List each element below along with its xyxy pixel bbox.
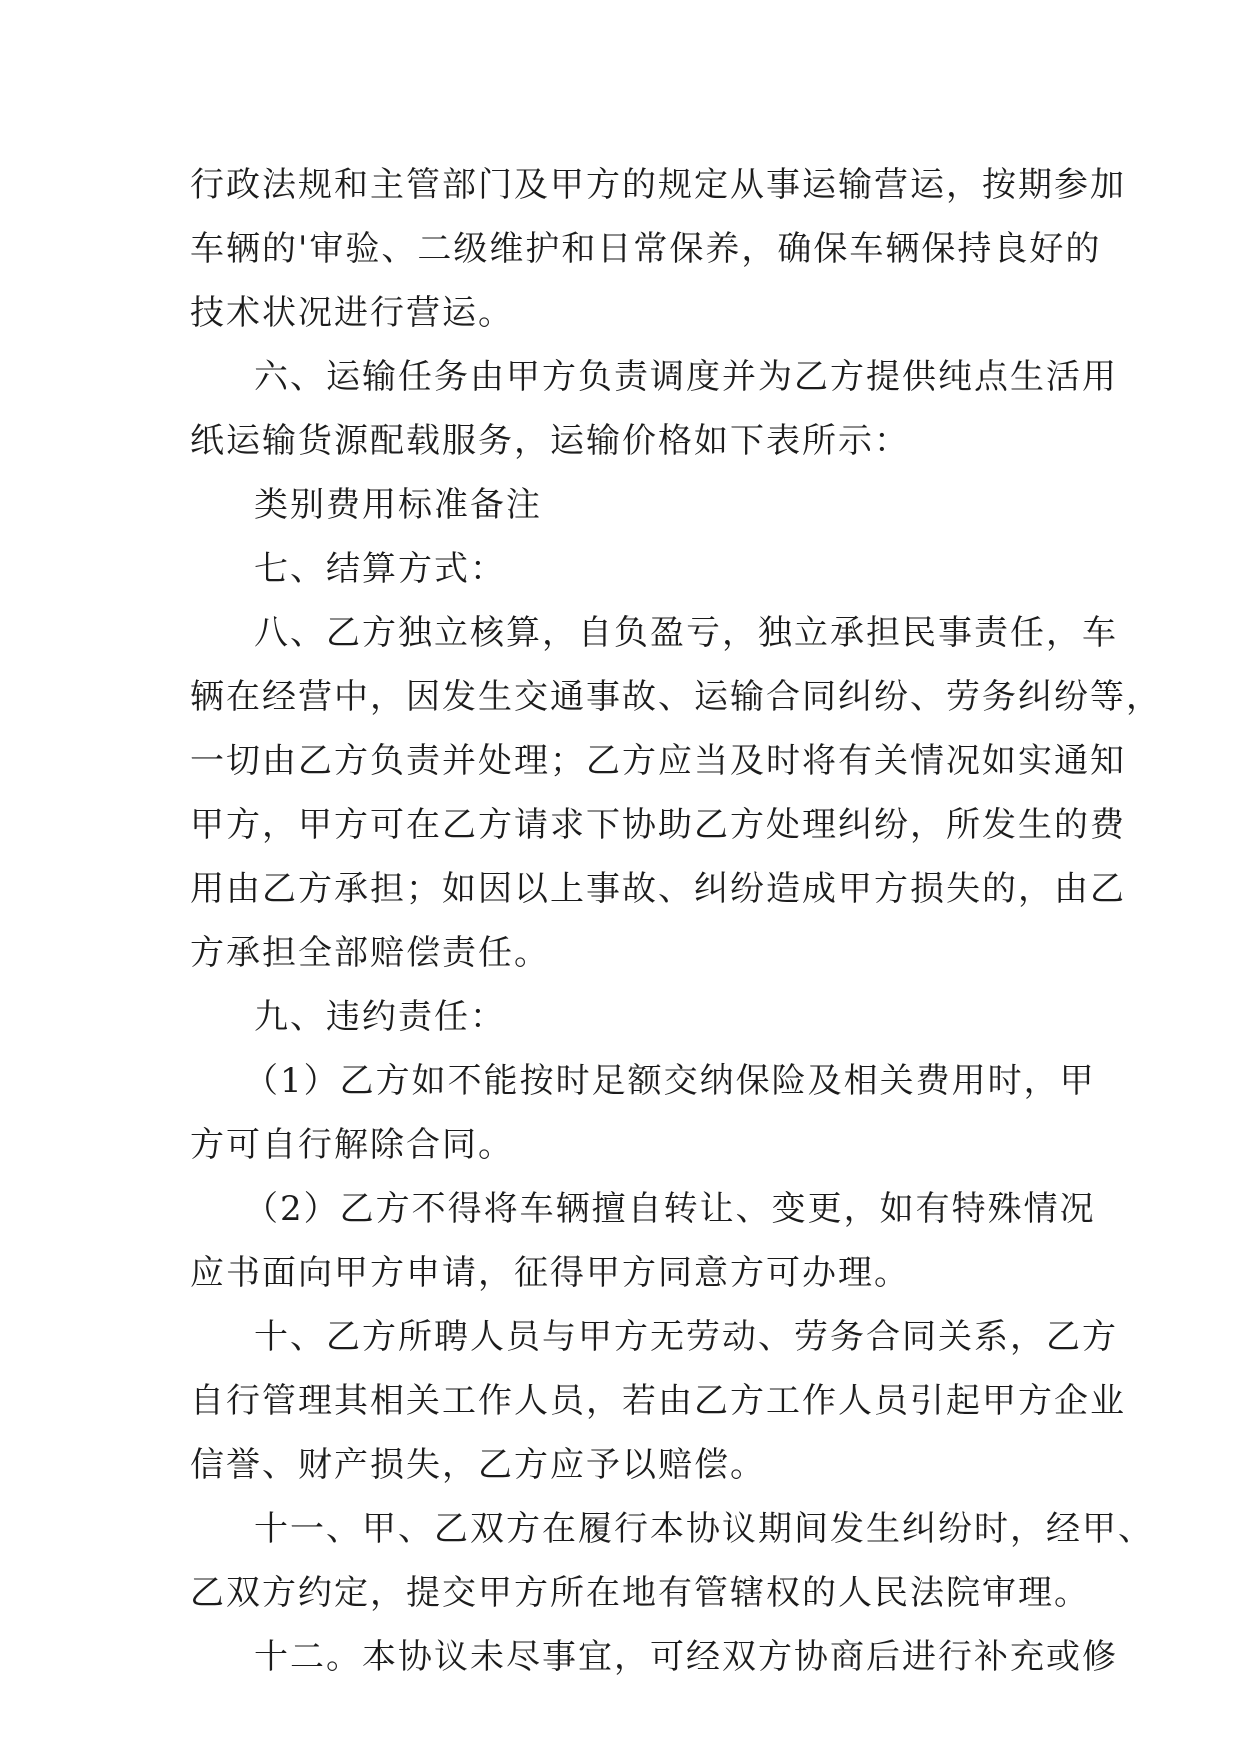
text-line: （2）乙方不得将车辆擅自转让、变更，如有特殊情况 bbox=[244, 1189, 1096, 1229]
text-line: 十一、甲、乙双方在履行本协议期间发生纠纷时，经甲、 bbox=[254, 1509, 1154, 1549]
text-line: 十二。本协议未尽事宜，可经双方协商后进行补充或修 bbox=[254, 1637, 1118, 1677]
text-line: 九、违约责任： bbox=[254, 997, 506, 1037]
text-line: 纸运输货源配载服务，运输价格如下表所示： bbox=[190, 421, 910, 461]
text-line: 信誉、财产损失，乙方应予以赔偿。 bbox=[190, 1445, 766, 1485]
text-line: 六、运输任务由甲方负责调度并为乙方提供纯点生活用 bbox=[254, 357, 1118, 397]
text-line: 一切由乙方负责并处理；乙方应当及时将有关情况如实通知 bbox=[190, 741, 1126, 781]
text-line: 应书面向甲方申请，征得甲方同意方可办理。 bbox=[190, 1253, 910, 1293]
text-line: 用由乙方承担；如因以上事故、纠纷造成甲方损失的，由乙 bbox=[190, 869, 1126, 909]
text-line: 行政法规和主管部门及甲方的规定从事运输营运，按期参加 bbox=[190, 165, 1126, 205]
text-line: 甲方，甲方可在乙方请求下协助乙方处理纠纷，所发生的费 bbox=[190, 805, 1126, 845]
text-line: 技术状况进行营运。 bbox=[190, 293, 514, 333]
text-line: 自行管理其相关工作人员，若由乙方工作人员引起甲方企业 bbox=[190, 1381, 1126, 1421]
text-line: 八、乙方独立核算，自负盈亏，独立承担民事责任，车 bbox=[254, 613, 1118, 653]
text-line: 方可自行解除合同。 bbox=[190, 1125, 514, 1165]
text-line: 乙双方约定，提交甲方所在地有管辖权的人民法院审理。 bbox=[190, 1573, 1090, 1613]
text-line: 辆在经营中，因发生交通事故、运输合同纠纷、劳务纠纷等， bbox=[190, 677, 1162, 717]
text-line: 方承担全部赔偿责任。 bbox=[190, 933, 550, 973]
text-line: 类别费用标准备注 bbox=[254, 485, 542, 525]
text-line: 七、结算方式： bbox=[254, 549, 506, 589]
text-line: 十、乙方所聘人员与甲方无劳动、劳务合同关系，乙方 bbox=[254, 1317, 1118, 1357]
text-line: 车辆的'审验、二级维护和日常保养，确保车辆保持良好的 bbox=[190, 229, 1102, 269]
text-line: （1）乙方如不能按时足额交纳保险及相关费用时，甲 bbox=[244, 1061, 1096, 1101]
